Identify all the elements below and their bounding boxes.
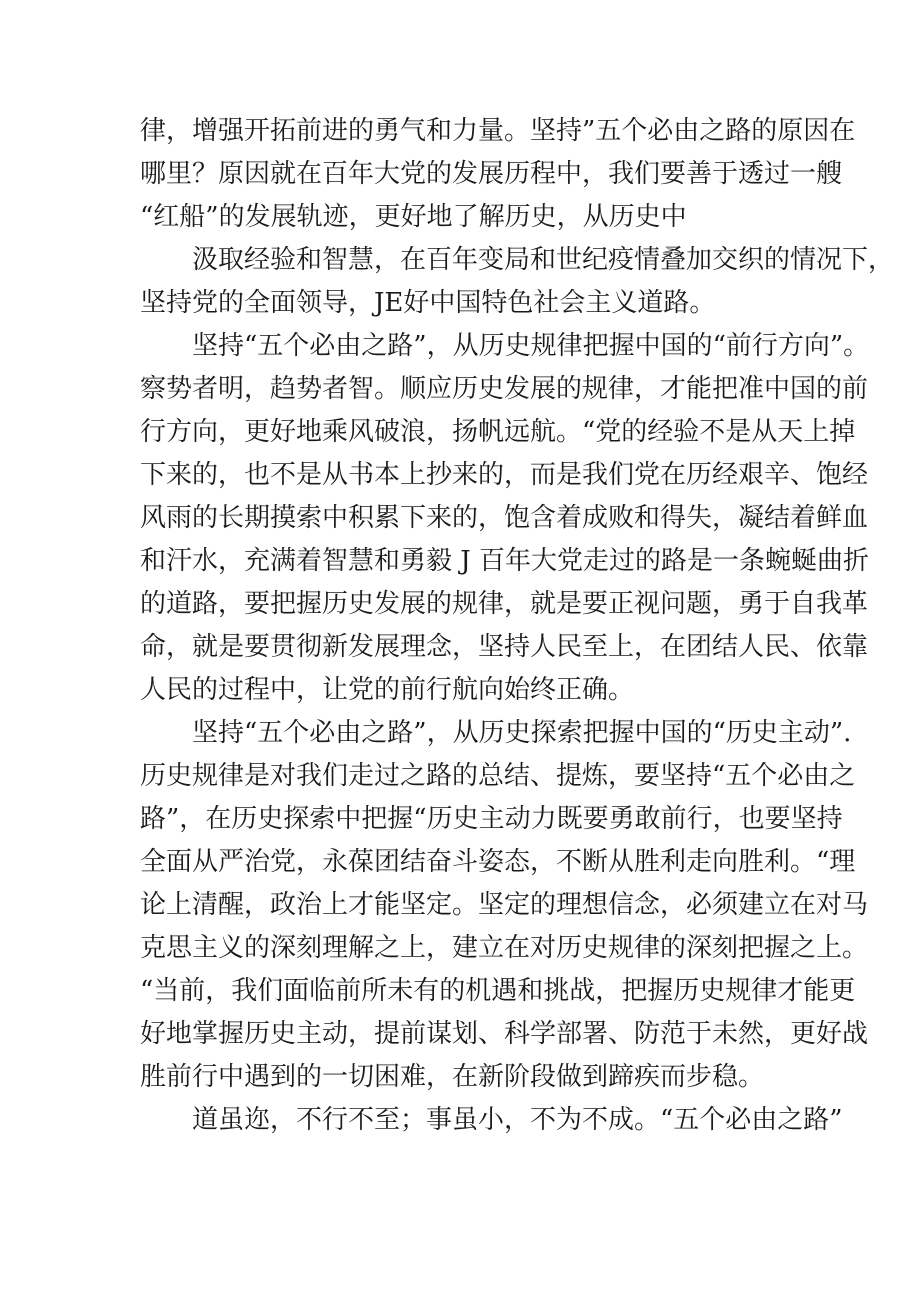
document-body <box>140 110 895 1142</box>
text-line: 察势者明，趋势者智。顺应历史发展的规律，才能把准中国的前 <box>140 374 869 404</box>
paragraph <box>140 110 856 239</box>
paragraph <box>140 325 870 712</box>
text-line: 历史规律是对我们走过之路的总结、提炼，要坚持“五个必由之 <box>140 761 856 791</box>
text-line: 克思主义的深刻理解之上，建立在对历史规律的深刻把握之上。 <box>140 933 869 963</box>
text-line: 行方向，更好地乘风破浪，扬帆远航。“党的经验不是从天上掉 <box>140 417 856 447</box>
text-line: 胜前行中遇到的一切困难，在新阶段做到蹄疾而步稳。 <box>140 1062 765 1092</box>
text-line: 的道路，要把握历史发展的规律，就是要正视问题，勇于自我革 <box>140 589 869 619</box>
text-line: 汲取经验和智慧，在百年变局和世纪疫情叠加交织的情况下， <box>192 245 895 275</box>
text-line: 坚持党的全面领导，JE好中国特色社会主义道路。 <box>140 288 716 318</box>
text-line: “红船”的发展轨迹，更好地了解历史，从历史中 <box>140 202 687 232</box>
text-line: 哪里？原因就在百年大党的发展历程中，我们要善于透过一艘 <box>140 159 843 189</box>
text-line: 道虽迩，不行不至；事虽小，不为不成。“五个必由之路” <box>192 1105 843 1135</box>
text-line: 坚持“五个必由之路”，从历史探索把握中国的“历史主动”. <box>192 718 852 748</box>
text-line: 论上清醒，政治上才能坚定。坚定的理想信念，必须建立在对马 <box>140 890 869 920</box>
text-line: 路”，在历史探索中把握“历史主动力既要勇敢前行，也要坚持 <box>140 804 843 834</box>
text-line: 风雨的长期摸索中积累下来的，饱含着成败和得失，凝结着鲜血 <box>140 503 869 533</box>
paragraph <box>140 1099 843 1142</box>
text-line: 命，就是要贯彻新发展理念，坚持人民至上，在团结人民、依靠 <box>140 632 869 662</box>
paragraph <box>140 712 869 1099</box>
text-line: “当前，我们面临前所未有的机遇和挑战，把握历史规律才能更 <box>140 976 856 1006</box>
text-line: 坚持“五个必由之路”，从历史规律把握中国的“前行方向”。 <box>192 331 870 361</box>
text-line: 人民的过程中，让党的前行航向始终正确。 <box>140 675 635 705</box>
text-line: 下来的，也不是从书本上抄来的，而是我们党在历经艰辛、饱经 <box>140 460 869 490</box>
text-line: 好地掌握历史主动，提前谋划、科学部署、防范于未然，更好战 <box>140 1019 869 1049</box>
paragraph <box>140 239 895 325</box>
text-line: 律，增强开拓前进的勇气和力量。坚持”五个必由之路的原因在 <box>140 116 856 146</box>
text-line: 全面从严治党，永葆团结奋斗姿态，不断从胜利走向胜利。“理 <box>140 847 856 877</box>
text-line: 和汗水，充满着智慧和勇毅 J 百年大党走过的路是一条蜿蜒曲折 <box>140 546 869 576</box>
